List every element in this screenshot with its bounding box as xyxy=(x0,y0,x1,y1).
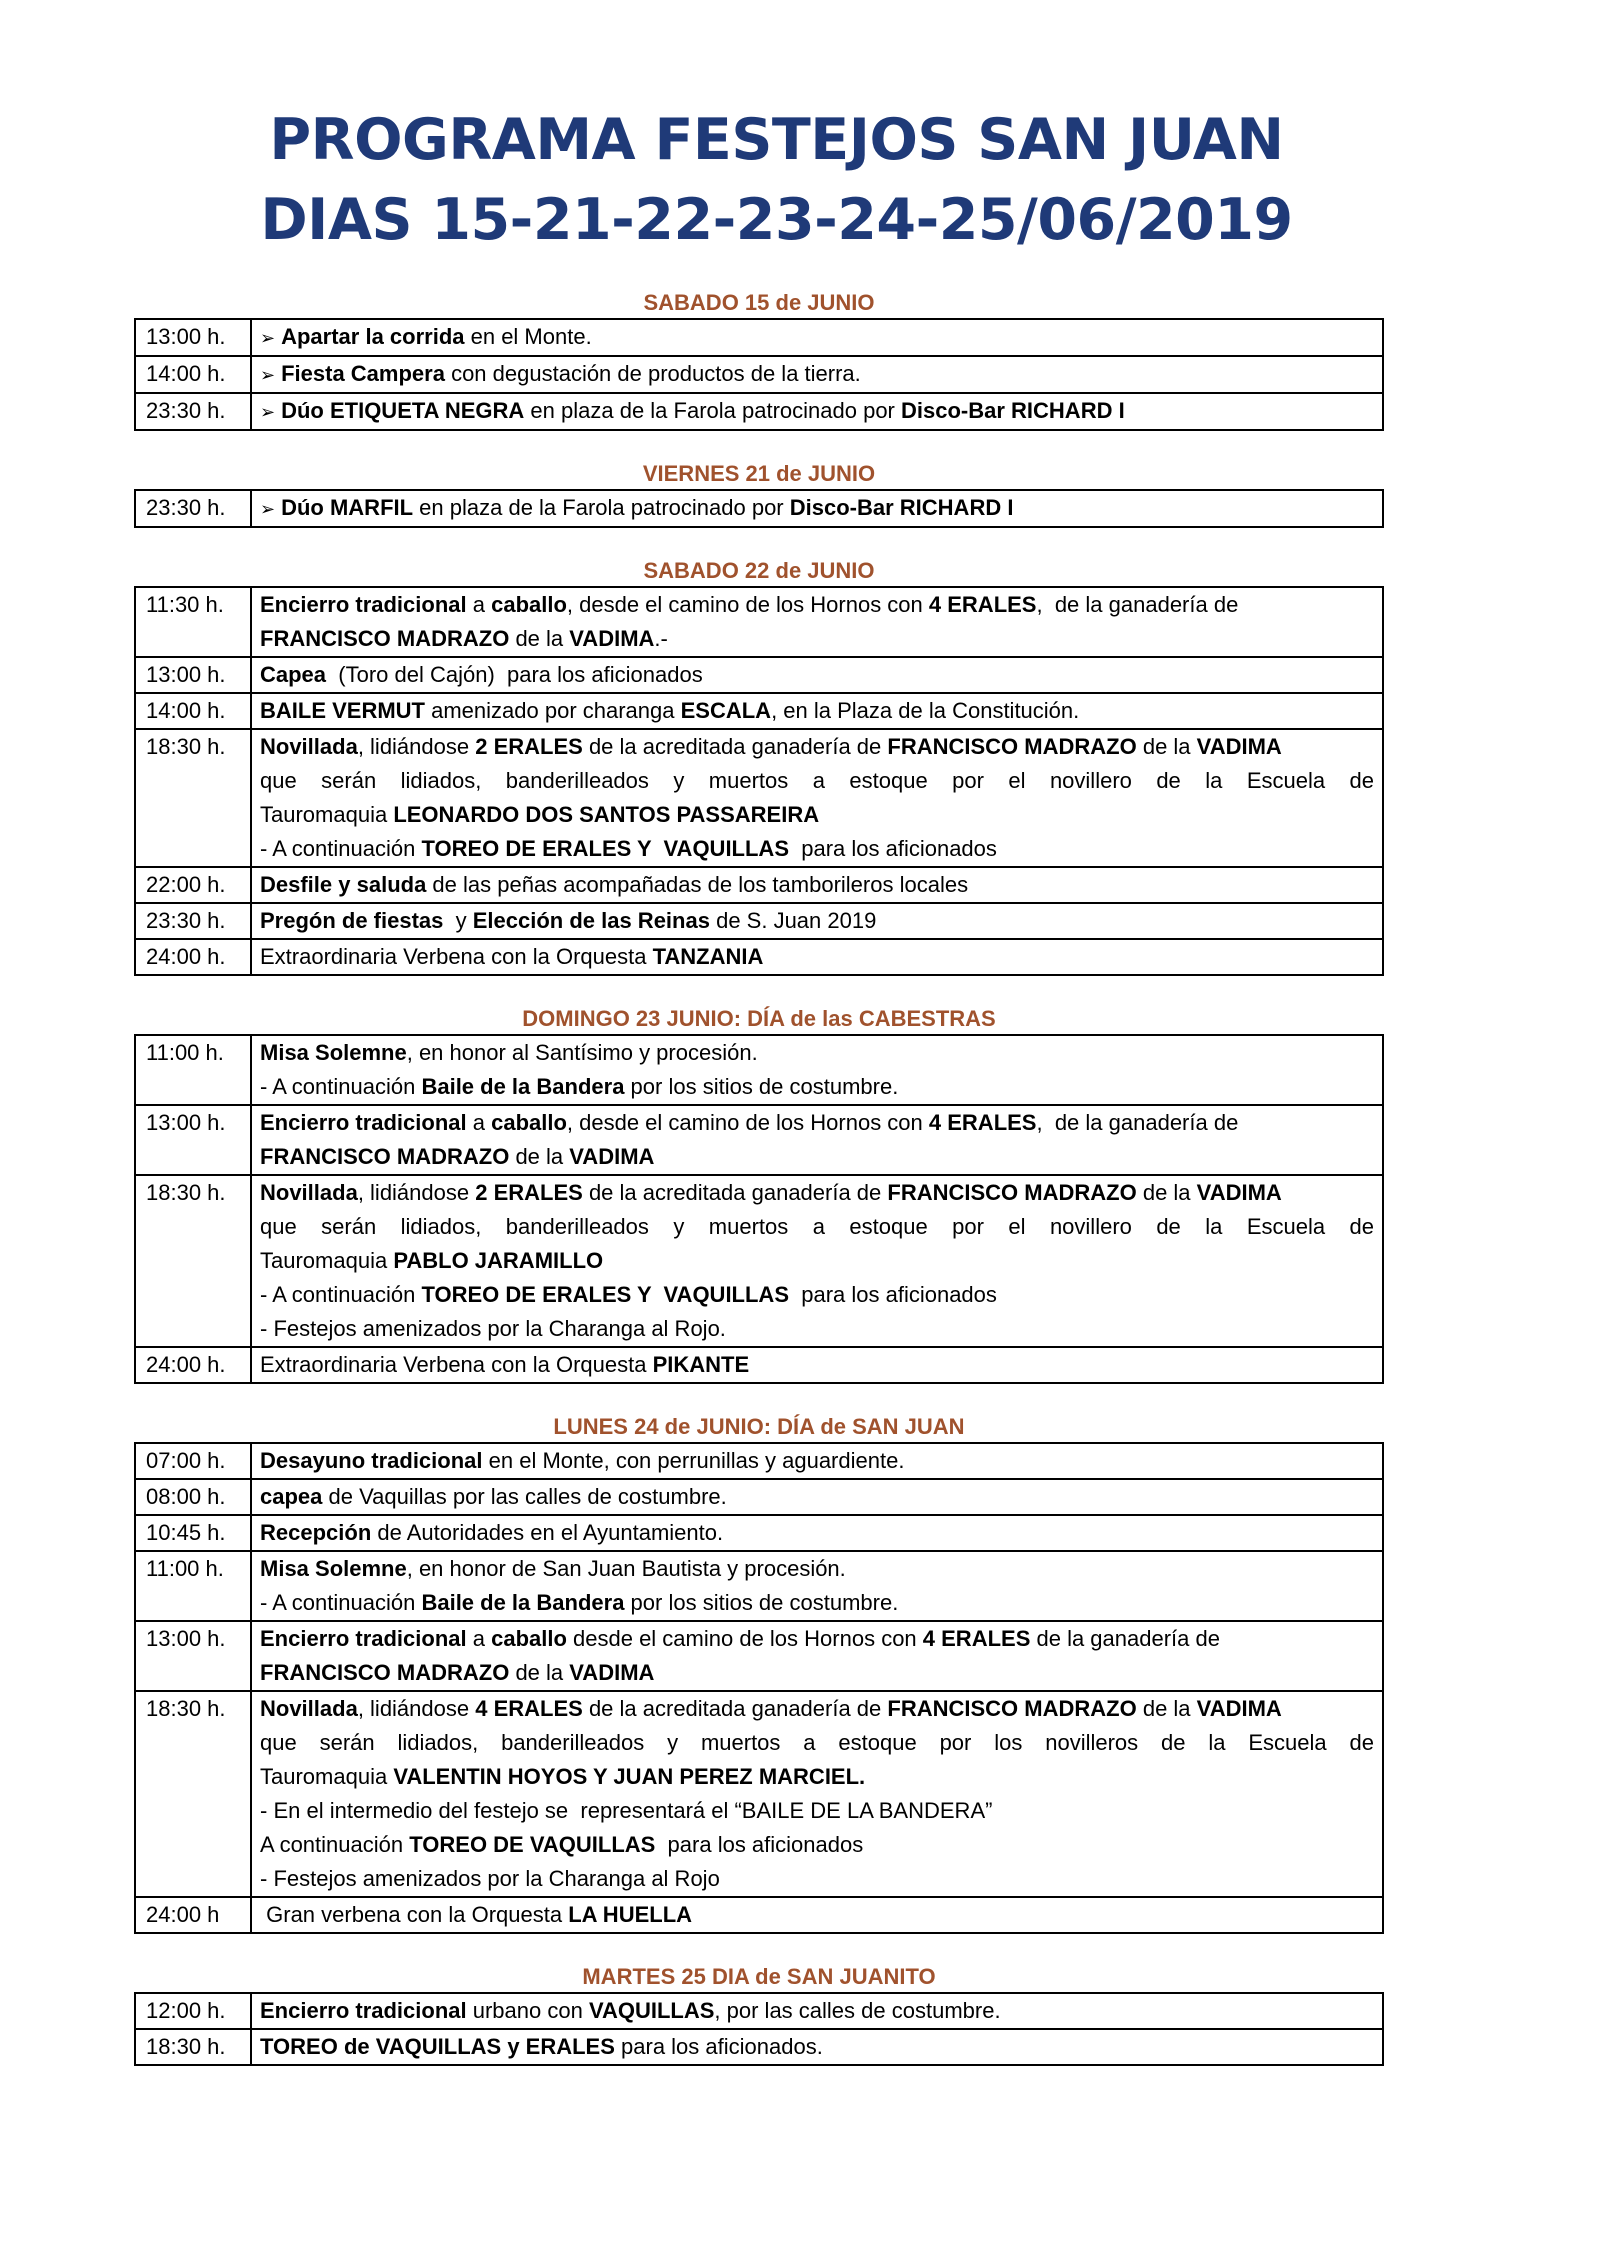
event-text-bold: Fiesta Campera xyxy=(281,361,445,386)
section-gap xyxy=(134,1384,1384,1412)
event-text-bold: TOREO DE ERALES Y VAQUILLAS xyxy=(421,1282,789,1307)
event-description xyxy=(251,1347,1383,1383)
event-text: de la ganadería de xyxy=(1030,1626,1220,1651)
event-row xyxy=(135,1479,1383,1515)
event-text-bold: caballo xyxy=(491,1626,567,1651)
event-text: , en honor al Santísimo y procesión. xyxy=(406,1040,758,1065)
event-text: desde el camino de los Hornos con xyxy=(566,1626,923,1651)
event-text: , desde el camino de los Hornos con xyxy=(566,1110,929,1135)
event-text: en plaza de la Farola patrocinado por xyxy=(413,495,790,520)
event-time: 24:00 h xyxy=(135,1897,251,1933)
event-description xyxy=(251,1621,1383,1691)
event-row xyxy=(135,1621,1383,1691)
event-text: de las peñas acompañadas de los tamborileros locales xyxy=(426,872,969,897)
event-text-bold: capea xyxy=(260,1484,323,1509)
event-description xyxy=(251,319,1383,356)
event-text-bold: Pregón de fiestas xyxy=(260,908,444,933)
event-description xyxy=(251,587,1383,657)
event-description xyxy=(251,1897,1383,1933)
event-text: , por las calles de costumbre. xyxy=(714,1998,1001,2023)
event-description xyxy=(251,1551,1383,1621)
event-text: para los aficionados xyxy=(655,1832,864,1857)
event-text-bold: Capea xyxy=(260,662,327,687)
event-text: de la xyxy=(509,1144,570,1169)
event-text: por los sitios de costumbre. xyxy=(624,1590,899,1615)
event-line xyxy=(260,2030,1374,2064)
event-text-bold: LA HUELLA xyxy=(568,1902,693,1927)
event-line xyxy=(260,320,1374,355)
event-text-bold: TOREO DE ERALES Y VAQUILLAS xyxy=(421,836,789,861)
event-description xyxy=(251,1479,1383,1515)
day-heading: DOMINGO 23 JUNIO: DÍA de las CABESTRAS xyxy=(522,1006,996,1031)
day-schedule-table xyxy=(134,318,1384,431)
event-text-bold: TOREO de VAQUILLAS y ERALES xyxy=(260,2034,615,2059)
event-row xyxy=(135,490,1383,527)
event-row xyxy=(135,1035,1383,1105)
event-text-bold: Encierro tradicional xyxy=(260,1626,467,1651)
section-gap xyxy=(134,976,1384,1004)
event-text: por los sitios de costumbre. xyxy=(624,1074,899,1099)
event-text-bold: Baile de la Bandera xyxy=(421,1590,625,1615)
event-text: - A continuación xyxy=(260,1282,422,1307)
event-text-bold: Novillada xyxy=(260,1180,358,1205)
event-time: 13:00 h. xyxy=(135,1621,251,1691)
event-description xyxy=(251,1035,1383,1105)
event-line xyxy=(260,357,1374,392)
event-text: Tauromaquia xyxy=(260,1248,394,1273)
arrow-bullet-icon: ➢ xyxy=(260,328,276,348)
event-line xyxy=(260,1210,1374,1244)
event-text-bold: FRANCISCO MADRAZO xyxy=(887,734,1137,759)
event-line xyxy=(260,1552,1374,1586)
day-heading: VIERNES 21 de JUNIO xyxy=(642,461,876,486)
event-text-bold: VADIMA xyxy=(1196,1696,1282,1721)
event-text-bold: 4 ERALES xyxy=(928,1110,1037,1135)
program-title-line-1: PROGRAMA FESTEJOS SAN JUAN xyxy=(269,107,1284,173)
event-line xyxy=(260,1106,1374,1140)
event-text: de la acreditada ganadería de xyxy=(582,734,888,759)
event-line xyxy=(260,1862,1374,1896)
event-text-bold: Encierro tradicional xyxy=(260,592,467,617)
event-line xyxy=(260,940,1374,974)
event-text-bold: Baile de la Bandera xyxy=(421,1074,625,1099)
event-line xyxy=(260,1828,1374,1862)
event-text-bold: FRANCISCO MADRAZO xyxy=(260,1144,510,1169)
event-line xyxy=(260,1244,1374,1278)
section-gap xyxy=(134,1934,1384,1962)
event-description xyxy=(251,939,1383,975)
event-row xyxy=(135,903,1383,939)
event-description xyxy=(251,693,1383,729)
event-description xyxy=(251,356,1383,393)
event-line xyxy=(260,1140,1374,1174)
event-row xyxy=(135,1347,1383,1383)
event-row xyxy=(135,867,1383,903)
event-text: en el Monte. xyxy=(464,324,592,349)
event-text: a xyxy=(466,592,492,617)
event-line xyxy=(260,1656,1374,1690)
arrow-bullet-icon: ➢ xyxy=(260,365,276,385)
event-line xyxy=(260,394,1374,429)
event-line xyxy=(260,1994,1374,2028)
event-text: que serán lidiados, banderilleados y muertos a estoque por los novilleros de la Escuela de xyxy=(260,1730,1374,1755)
event-row xyxy=(135,1515,1383,1551)
event-text: - Festejos amenizados por la Charanga al Rojo xyxy=(260,1866,720,1891)
event-line xyxy=(260,1176,1374,1210)
event-time: 13:00 h. xyxy=(135,319,251,356)
event-text-bold: Encierro tradicional xyxy=(260,1998,467,2023)
event-text-bold: Dúo MARFIL xyxy=(281,495,414,520)
event-text: amenizado por charanga xyxy=(425,698,681,723)
event-row xyxy=(135,356,1383,393)
event-text-bold: 4 ERALES xyxy=(922,1626,1031,1651)
event-text: , desde el camino de los Hornos con xyxy=(566,592,929,617)
event-text: de la xyxy=(509,1660,570,1685)
event-row xyxy=(135,1691,1383,1897)
event-text: que serán lidiados, banderilleados y muertos a estoque por el novillero de la Escuela de xyxy=(260,768,1374,793)
event-text-bold: VADIMA xyxy=(569,1144,655,1169)
event-line xyxy=(260,1480,1374,1514)
event-time: 22:00 h. xyxy=(135,867,251,903)
event-text-bold: VADIMA xyxy=(1196,734,1282,759)
event-time: 18:30 h. xyxy=(135,2029,251,2065)
event-text-bold: FRANCISCO MADRAZO xyxy=(887,1696,1137,1721)
event-time: 18:30 h. xyxy=(135,1691,251,1897)
event-time: 11:00 h. xyxy=(135,1551,251,1621)
event-text-bold: Recepción xyxy=(260,1520,372,1545)
event-description xyxy=(251,1443,1383,1479)
event-description xyxy=(251,657,1383,693)
program-title xyxy=(0,100,1553,260)
event-text: de la acreditada ganadería de xyxy=(582,1696,888,1721)
event-text: para los aficionados xyxy=(789,1282,997,1307)
event-text: a xyxy=(466,1626,492,1651)
event-line xyxy=(260,1898,1374,1932)
event-description xyxy=(251,1993,1383,2029)
event-line xyxy=(260,1348,1374,1382)
event-description xyxy=(251,1175,1383,1347)
day-heading: MARTES 25 DIA de SAN JUANITO xyxy=(582,1964,936,1989)
section-gap xyxy=(134,528,1384,556)
event-text: para los aficionados xyxy=(789,836,997,861)
event-row xyxy=(135,729,1383,867)
event-time: 18:30 h. xyxy=(135,1175,251,1347)
event-text-bold: Encierro tradicional xyxy=(260,1110,467,1135)
day-schedule-table xyxy=(134,1442,1384,1934)
event-time: 07:00 h. xyxy=(135,1443,251,1479)
event-row xyxy=(135,587,1383,657)
event-text: de S. Juan 2019 xyxy=(709,908,877,933)
event-row xyxy=(135,1551,1383,1621)
event-line xyxy=(260,1622,1374,1656)
event-description xyxy=(251,867,1383,903)
event-text-bold: caballo xyxy=(491,1110,567,1135)
event-text-bold: VADIMA xyxy=(569,1660,655,1685)
event-text: , lidiándose xyxy=(357,734,476,759)
day-schedule-table xyxy=(134,1992,1384,2066)
event-text-bold: PABLO JARAMILLO xyxy=(393,1248,604,1273)
event-line xyxy=(260,1444,1374,1478)
event-text: Gran verbena con la Orquesta xyxy=(260,1902,569,1927)
event-line xyxy=(260,868,1374,902)
event-text: A continuación xyxy=(260,1832,410,1857)
event-time: 11:30 h. xyxy=(135,587,251,657)
event-text: Tauromaquia xyxy=(260,1764,394,1789)
day-heading: SABADO 22 de JUNIO xyxy=(643,558,875,583)
event-text: en plaza de la Farola patrocinado por xyxy=(524,398,901,423)
event-line xyxy=(260,1586,1374,1620)
event-row xyxy=(135,657,1383,693)
event-text-bold: FRANCISCO MADRAZO xyxy=(887,1180,1137,1205)
event-line xyxy=(260,1794,1374,1828)
event-text: , lidiándose xyxy=(357,1180,476,1205)
event-text-bold: 2 ERALES xyxy=(475,734,583,759)
event-text-bold: Desfile y saluda xyxy=(260,872,427,897)
event-time: 23:30 h. xyxy=(135,490,251,527)
event-text: de la xyxy=(1136,1696,1197,1721)
day-schedule-table xyxy=(134,1034,1384,1384)
event-text-bold: PIKANTE xyxy=(652,1352,750,1377)
event-row xyxy=(135,939,1383,975)
event-text-bold: Misa Solemne xyxy=(260,1556,407,1581)
event-time: 24:00 h. xyxy=(135,1347,251,1383)
event-line xyxy=(260,694,1374,728)
event-description xyxy=(251,903,1383,939)
event-time: 10:45 h. xyxy=(135,1515,251,1551)
event-text: - Festejos amenizados por la Charanga al Rojo. xyxy=(260,1316,726,1341)
event-line xyxy=(260,1070,1374,1104)
event-text: , en honor de San Juan Bautista y procesión. xyxy=(406,1556,846,1581)
event-description xyxy=(251,1105,1383,1175)
event-line xyxy=(260,1726,1374,1760)
event-time: 23:30 h. xyxy=(135,903,251,939)
event-row xyxy=(135,1105,1383,1175)
event-row xyxy=(135,2029,1383,2065)
program-title-line-2: DIAS 15-21-22-23-24-25/06/2019 xyxy=(260,187,1293,253)
event-text: Tauromaquia xyxy=(260,802,394,827)
event-time: 24:00 h. xyxy=(135,939,251,975)
event-line xyxy=(260,832,1374,866)
event-text-bold: caballo xyxy=(491,592,567,617)
event-text: para los aficionados. xyxy=(614,2034,823,2059)
event-text: , lidiándose xyxy=(357,1696,476,1721)
event-line xyxy=(260,1516,1374,1550)
event-time: 13:00 h. xyxy=(135,1105,251,1175)
event-text: de Autoridades en el Ayuntamiento. xyxy=(371,1520,724,1545)
event-line xyxy=(260,588,1374,622)
event-text-bold: Elección de las Reinas xyxy=(472,908,710,933)
section-gap xyxy=(134,431,1384,459)
event-text: .- xyxy=(654,626,668,651)
event-description xyxy=(251,490,1383,527)
event-text: - En el intermedio del festejo se representará el “BAILE DE LA BANDERA” xyxy=(260,1798,993,1823)
event-row xyxy=(135,1993,1383,2029)
program-schedule xyxy=(134,288,1384,2066)
event-line xyxy=(260,658,1374,692)
event-line xyxy=(260,1278,1374,1312)
event-row xyxy=(135,393,1383,430)
event-text-bold: ESCALA xyxy=(680,698,772,723)
event-line xyxy=(260,1760,1374,1794)
event-text-bold: BAILE VERMUT xyxy=(260,698,425,723)
event-time: 14:00 h. xyxy=(135,356,251,393)
event-text-bold: Disco-Bar RICHARD I xyxy=(789,495,1014,520)
event-line xyxy=(260,622,1374,656)
event-text-bold: Apartar la corrida xyxy=(281,324,465,349)
event-text: Extraordinaria Verbena con la Orquesta xyxy=(260,944,653,969)
event-time: 13:00 h. xyxy=(135,657,251,693)
day-heading: LUNES 24 de JUNIO: DÍA de SAN JUAN xyxy=(553,1414,965,1439)
event-text: de la xyxy=(1136,1180,1197,1205)
event-row xyxy=(135,319,1383,356)
event-line xyxy=(260,904,1374,938)
event-text-bold: 4 ERALES xyxy=(928,592,1037,617)
event-text-bold: FRANCISCO MADRAZO xyxy=(260,626,510,651)
event-line xyxy=(260,1312,1374,1346)
event-text: - A continuación xyxy=(260,1590,422,1615)
event-text-bold: 2 ERALES xyxy=(475,1180,583,1205)
event-time: 12:00 h. xyxy=(135,1993,251,2029)
event-text: de la xyxy=(1136,734,1197,759)
event-text-bold: Desayuno tradicional xyxy=(260,1448,483,1473)
event-time: 08:00 h. xyxy=(135,1479,251,1515)
event-description xyxy=(251,1515,1383,1551)
event-row xyxy=(135,1443,1383,1479)
event-text: a xyxy=(466,1110,492,1135)
event-text-bold: Misa Solemne xyxy=(260,1040,407,1065)
event-text: , de la ganadería de xyxy=(1036,592,1239,617)
event-text-bold: VADIMA xyxy=(569,626,655,651)
event-text-bold: Novillada xyxy=(260,734,358,759)
event-line xyxy=(260,1036,1374,1070)
event-row xyxy=(135,1175,1383,1347)
event-line xyxy=(260,1692,1374,1726)
event-text: en el Monte, con perrunillas y aguardiente. xyxy=(482,1448,905,1473)
event-description xyxy=(251,729,1383,867)
event-text: urbano con xyxy=(466,1998,589,2023)
event-text: - A continuación xyxy=(260,1074,422,1099)
event-time: 11:00 h. xyxy=(135,1035,251,1105)
event-line xyxy=(260,764,1374,798)
event-text-bold: LEONARDO DOS SANTOS PASSAREIRA xyxy=(393,802,820,827)
event-text-bold: FRANCISCO MADRAZO xyxy=(260,1660,510,1685)
event-description xyxy=(251,2029,1383,2065)
event-text: , de la ganadería de xyxy=(1036,1110,1239,1135)
event-text: de la xyxy=(509,626,570,651)
event-description xyxy=(251,1691,1383,1897)
day-schedule-table xyxy=(134,489,1384,528)
event-text: (Toro del Cajón) para los aficionados xyxy=(326,662,703,687)
event-text: de la acreditada ganadería de xyxy=(582,1180,888,1205)
event-row xyxy=(135,1897,1383,1933)
event-text-bold: TANZANIA xyxy=(652,944,764,969)
event-line xyxy=(260,730,1374,764)
event-text-bold: Disco-Bar RICHARD I xyxy=(901,398,1125,423)
event-row xyxy=(135,693,1383,729)
event-text: Extraordinaria Verbena con la Orquesta xyxy=(260,1352,653,1377)
event-text-bold: 4 ERALES xyxy=(475,1696,583,1721)
event-text: - A continuación xyxy=(260,836,422,861)
day-schedule-table xyxy=(134,586,1384,976)
event-time: 14:00 h. xyxy=(135,693,251,729)
event-text: de Vaquillas por las calles de costumbre. xyxy=(322,1484,727,1509)
event-text: con degustación de productos de la tierra. xyxy=(444,361,861,386)
arrow-bullet-icon: ➢ xyxy=(260,499,276,519)
event-text-bold: VAQUILLAS xyxy=(588,1998,715,2023)
event-text-bold: VADIMA xyxy=(1196,1180,1282,1205)
event-text-bold: Novillada xyxy=(260,1696,358,1721)
event-text-bold: Dúo ETIQUETA NEGRA xyxy=(281,398,525,423)
arrow-bullet-icon: ➢ xyxy=(260,402,276,422)
day-heading: SABADO 15 de JUNIO xyxy=(643,290,875,315)
event-description xyxy=(251,393,1383,430)
event-text-bold: VALENTIN HOYOS Y JUAN PEREZ MARCIEL. xyxy=(393,1764,866,1789)
event-time: 18:30 h. xyxy=(135,729,251,867)
event-text: y xyxy=(443,908,473,933)
event-line xyxy=(260,798,1374,832)
event-text-bold: TOREO DE VAQUILLAS xyxy=(409,1832,656,1857)
event-line xyxy=(260,491,1374,526)
event-text: , en la Plaza de la Constitución. xyxy=(771,698,1080,723)
event-text: que serán lidiados, banderilleados y muertos a estoque por el novillero de la Escuela de xyxy=(260,1214,1374,1239)
event-time: 23:30 h. xyxy=(135,393,251,430)
